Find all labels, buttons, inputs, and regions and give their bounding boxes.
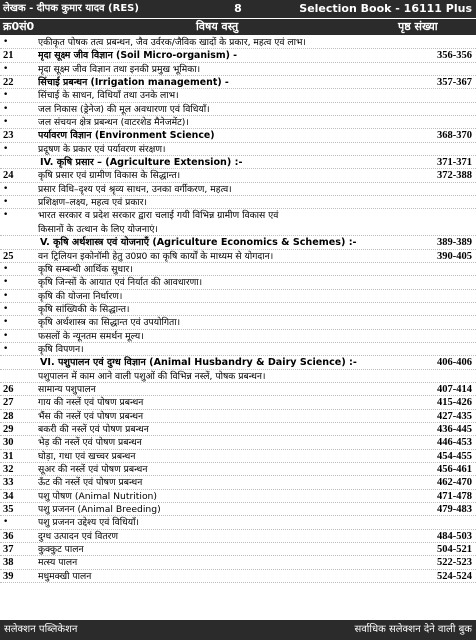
table-row [0, 290, 476, 303]
row-number: 31 [3, 450, 14, 462]
table-row [0, 503, 476, 516]
footer-tagline: सर्वाधिक सलेक्शन देने वाली बुक [354, 624, 472, 635]
row-number: 33 [3, 477, 14, 489]
topic-text: मधुमक्खी पालन [38, 570, 92, 582]
table-row [0, 396, 476, 409]
row-number: 36 [3, 530, 14, 542]
table-row [0, 63, 476, 76]
topic-text: भारत सरकार व प्रदेश सरकार द्वारा चलाई गयी विभिन्न ग्रामीण विकास एवं [38, 210, 279, 222]
topic-text: प्रदूषण के प्रकार एवं पर्यावरण संरक्षण। [38, 143, 166, 155]
row-number: 37 [3, 544, 14, 556]
row-number: 27 [3, 397, 14, 409]
bullet-icon: • [3, 37, 9, 47]
bullet-icon: • [3, 197, 9, 208]
page-range: 390-405 [437, 250, 472, 262]
topic-text: पशु पोषण (Animal Nutrition) [38, 490, 157, 502]
table-row [0, 263, 476, 276]
table-row [0, 530, 476, 543]
table-row [0, 143, 476, 156]
page-range: 484-503 [437, 530, 472, 542]
topic-text: मत्स्य पालन [38, 557, 78, 569]
topic-text: घोड़ा, गधा एवं खच्चर प्रबन्धन [38, 450, 136, 462]
bullet-icon: • [3, 263, 9, 274]
table-row [0, 183, 476, 196]
table-row [0, 209, 476, 222]
page-range: 454-455 [437, 450, 472, 462]
row-number: 22 [3, 77, 14, 89]
contents-table [0, 36, 476, 583]
page-range: 406-406 [437, 357, 472, 369]
topic-text: जल निकास (ड्रेनेज) की मूल अवधारणा एवं विधियाँ। [38, 103, 210, 115]
row-number: 35 [3, 504, 14, 516]
topic-text: कृषि की योजना निर्धारण। [38, 290, 123, 302]
topic-text: बकरी की नस्लें एवं पोषण प्रबन्धन [38, 423, 149, 435]
table-row [0, 556, 476, 569]
row-number: 26 [3, 383, 14, 395]
topic-text: फसलों के न्यूनतम समर्थन मूल्य। [38, 330, 144, 342]
row-number: 24 [3, 170, 14, 182]
row-number: 21 [3, 50, 14, 62]
page-range: 389-389 [437, 237, 472, 249]
topic-text: पर्यावरण विज्ञान (Environment Science) [38, 130, 215, 142]
section-heading: V. कृषि अर्थशास्त्र एवं योजनाएँ (Agriculture Economics & Schemes) :- [40, 237, 357, 249]
topic-text: प्रशिक्षण–लक्ष्य, महत्व एवं प्रकार। [38, 197, 148, 209]
author-label: लेखक - दीपक कुमार यादव (RES) [3, 3, 139, 14]
topic-text: कृषि सम्बन्धी आर्थिक सुधार। [38, 263, 133, 275]
page-range: 446-453 [437, 437, 472, 449]
topic-text: भेड़ की नस्लें एवं पोषण प्रबन्धन [38, 437, 142, 449]
bullet-icon: • [3, 117, 9, 128]
table-row [0, 570, 476, 583]
row-number: 25 [3, 250, 14, 262]
table-row [0, 303, 476, 316]
topic-text: कृषि जिन्सों के आयात एवं निर्यात की आवधारणा। [38, 277, 203, 289]
page-range: 479-483 [437, 504, 472, 516]
page-range: 436-445 [437, 423, 472, 435]
page-range: 462-470 [437, 477, 472, 489]
table-row [0, 169, 476, 182]
page-range: 356-356 [437, 50, 472, 62]
table-row [0, 116, 476, 129]
table-row [0, 36, 476, 49]
table-row [0, 129, 476, 142]
table-header [0, 19, 476, 35]
page-header-bar [0, 0, 476, 18]
row-number: 23 [3, 130, 14, 142]
row-number: 30 [3, 437, 14, 449]
table-row [0, 343, 476, 356]
table-row [0, 49, 476, 62]
topic-text: किसानों के उत्थान के लिए योजनाएं। [38, 223, 158, 235]
table-row [0, 156, 476, 169]
page-range: 415-426 [437, 397, 472, 409]
table-row [0, 89, 476, 102]
topic-text: मृदा सूक्ष्म जीव विज्ञान (Soil Micro-organism) - [38, 50, 238, 62]
topic-text: पशु प्रजनन उद्देश्य एवं विधियाँ। [38, 517, 140, 529]
page-range: 522-523 [437, 557, 472, 569]
bullet-icon: • [3, 210, 9, 221]
bullet-icon: • [3, 277, 9, 288]
table-row [0, 370, 476, 383]
topic-text: सिंचाई के साधन, विधियाँ तथा उनके लाभ। [38, 90, 179, 102]
page-range: 372-388 [437, 170, 472, 182]
bullet-icon: • [3, 90, 9, 101]
row-number: 28 [3, 410, 14, 422]
topic-text: कृषि प्रसार एवं ग्रामीण विकास के सिद्धान्त। [38, 170, 181, 182]
topic-text: पशु प्रजनन (Animal Breeding) [38, 504, 161, 516]
row-number: 32 [3, 464, 14, 475]
topic-text: वन ट्रिलियन इकोनॉमी हेतु उ0प्र0 का कृषि कार्यों के माध्यम से योगदान। [38, 250, 274, 262]
table-row [0, 490, 476, 503]
topic-text: दुग्ध उत्पादन एवं वितरण [38, 530, 118, 542]
topic-text: कृषि विपणन। [38, 343, 84, 355]
table-row [0, 356, 476, 369]
topic-text: जल संचयन क्षेत्र प्रबन्धन (वाटरशेड मैनेजमेंट)। [38, 117, 189, 129]
row-number: 34 [3, 490, 14, 502]
topic-text: कुक्कुट पालन [38, 544, 84, 556]
topic-text: मृदा सूक्ष्म जीव विज्ञान तथा इनकी प्रमुख भूमिका। [38, 63, 201, 75]
table-row [0, 103, 476, 116]
bullet-icon: • [3, 330, 9, 341]
bullet-icon: • [3, 343, 9, 354]
topic-text: गाय की नस्लें एवं पोषण प्रबन्धन [38, 397, 144, 409]
table-row [0, 330, 476, 343]
table-row [0, 276, 476, 289]
table-row [0, 223, 476, 236]
table-row [0, 476, 476, 489]
topic-text: एकीकृत पोषक तत्व प्रबन्धन, जैव उर्वरक/जैविक खादों के प्रकार, महत्व एवं लाभ। [38, 37, 306, 48]
table-row [0, 383, 476, 396]
table-row [0, 236, 476, 249]
page-footer-bar [0, 620, 476, 640]
book-title: Selection Book - 16111 Plus [299, 2, 472, 15]
table-row [0, 250, 476, 263]
row-number: 39 [3, 570, 14, 582]
topic-text: पशुपालन में काम आने वाली पशुओं की विभिन्न नस्लें, पोषक प्रबन्धन। [38, 370, 266, 382]
page-range: 524-524 [437, 570, 472, 582]
topic-text: कृषि अर्थशास्त्र का सिद्धान्त एवं उपयोगिता। [38, 317, 181, 329]
bullet-icon: • [3, 303, 9, 314]
table-row [0, 450, 476, 463]
section-heading: VI. पशुपालन एवं दुग्ध विज्ञान (Animal Husbandry & Dairy Science) :- [40, 357, 357, 369]
bullet-icon: • [3, 290, 9, 301]
table-row [0, 76, 476, 89]
table-row [0, 423, 476, 436]
table-row [0, 316, 476, 329]
topic-text: भैंस की नस्लें एवं पोषण प्रबन्धन [38, 410, 144, 422]
page-range: 407-414 [437, 383, 472, 395]
table-row [0, 410, 476, 423]
bullet-icon: • [3, 317, 9, 328]
topic-text: सूअर की नस्लें एवं पोषण प्रबन्धन [38, 464, 148, 475]
page-number: 8 [214, 0, 262, 18]
topic-text: ऊँट की नस्लें एवं पोषण प्रबन्धन [38, 477, 143, 489]
publisher-label: सलेक्शन पब्लिकेशन [4, 624, 78, 635]
page-range: 368-370 [437, 130, 472, 142]
bullet-icon: • [3, 517, 9, 528]
section-heading: IV. कृषि प्रसार – (Agriculture Extension) :- [40, 157, 243, 169]
column-header-subject: विषय वस्तु [196, 20, 239, 33]
table-row [0, 516, 476, 529]
table-row [0, 436, 476, 449]
page-range: 504-521 [437, 544, 472, 556]
column-header-sno: क्र0सं0 [3, 20, 35, 33]
topic-text: सामान्य पशुपालन [38, 383, 96, 395]
row-number: 38 [3, 557, 14, 569]
topic-text: सिंचाई प्रबन्धन (Irrigation management) - [38, 77, 229, 89]
topic-text: प्रसार विधि–दृश्य एवं श्रृव्य साधन, उनका वर्गीकरण, महत्व। [38, 183, 232, 195]
page-range: 471-478 [437, 490, 472, 502]
bullet-icon: • [3, 143, 9, 154]
bullet-icon: • [3, 103, 9, 114]
page-range: 456-461 [437, 464, 472, 475]
page-range: 427-435 [437, 410, 472, 422]
column-header-page: पृष्ठ संख्या [398, 20, 438, 33]
table-row [0, 543, 476, 556]
topic-text: कृषि सांख्यिकी के सिद्धान्त। [38, 303, 130, 315]
page-range: 371-371 [437, 157, 472, 169]
row-number: 29 [3, 423, 14, 435]
bullet-icon: • [3, 63, 9, 74]
table-row [0, 463, 476, 476]
bullet-icon: • [3, 183, 9, 194]
page-range: 357-367 [437, 77, 472, 89]
table-row [0, 196, 476, 209]
